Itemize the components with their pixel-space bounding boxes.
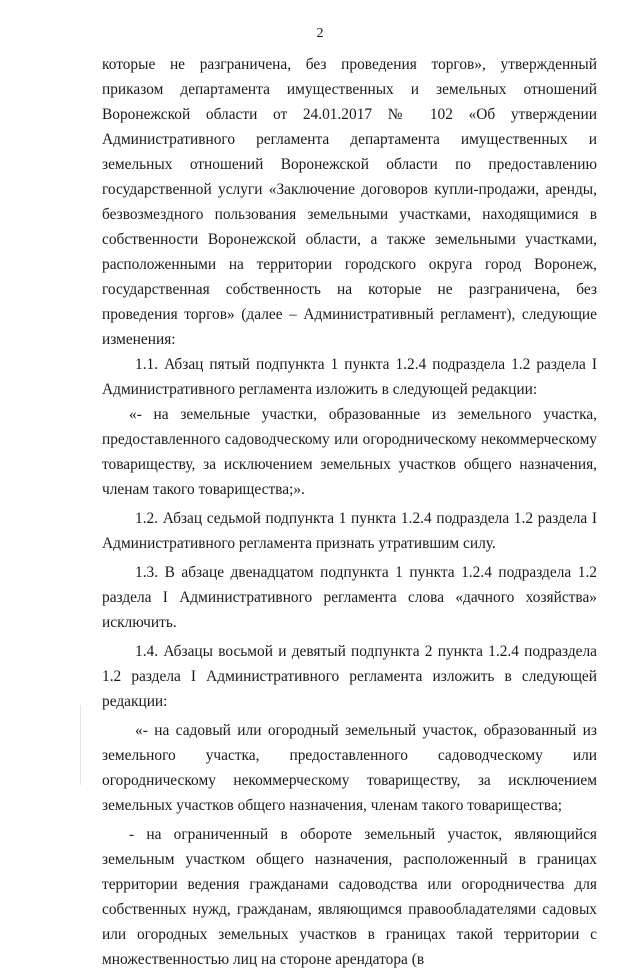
scan-margin-mark [80,705,81,785]
paragraph-item-1-1: 1.1. Абзац пятый подпункта 1 пункта 1.2.4 подраздела 1.2 раздела I Административного регламента изложить в следующей редакции: [102,356,597,398]
paragraph-item-1-4-quote-first: «- на садовый или огородный земельный участок, образованный из земельного участка, предоставленного садоводческому или огородническому некоммерческому товариществу, за исключением земельных участков общего назначения, членам такого товарищества; [102,722,597,814]
paragraph-item-1-4-quote-second: - на ограниченный в обороте земельный участок, являющийся земельным участком общего назначения, расположенный в границах территории ведения гражданами садоводства или огородничества для собственных нужд, гражданам, являющимся правообладателями садовых или огородных земельных участков в границах такой территории с множественностью лиц на стороне арендатора (в [102,826,597,968]
document-body [102,52,597,972]
page-number: 2 [316,26,324,41]
paragraph-item-1-3: 1.3. В абзаце двенадцатом подпункта 1 пункта 1.2.4 подраздела 1.2 раздела I Административного регламента слова «дачного хозяйства» исключить. [102,564,597,631]
paragraph-intro-continuation: которые не разграничена, без проведения торгов», утвержденный приказом департамента имущественных и земельных отношений Воронежской области от 24.01.2017 № 102 «Об утверждении Административного регламента департамента имущественных и земельных отношений Воронежской области по предоставлению государственной услуги «Заключение договоров купли-продажи, аренды, безвозмездного пользования земельными участками, находящимися в собственности Воронежской области, а также земельными участками, расположенными на территории городского округа город Воронеж, государственная собственность на которые не разграничена, без проведения торгов» (далее – Административный регламент), следующие изменения: [102,56,597,348]
paragraph-item-1-1-quote: «- на земельные участки, образованные из земельного участка, предоставленного садоводческому или огородническому некоммерческому товариществу, за исключением земельных участков общего назначения, членам такого товарищества;». [102,406,597,498]
paragraph-item-1-2: 1.2. Абзац седьмой подпункта 1 пункта 1.2.4 подраздела 1.2 раздела I Административного регламента признать утратившим силу. [102,510,597,552]
paragraph-item-1-4: 1.4. Абзацы восьмой и девятый подпункта 2 пункта 1.2.4 подраздела 1.2 раздела I Административного регламента изложить в следующей редакции: [102,643,597,710]
